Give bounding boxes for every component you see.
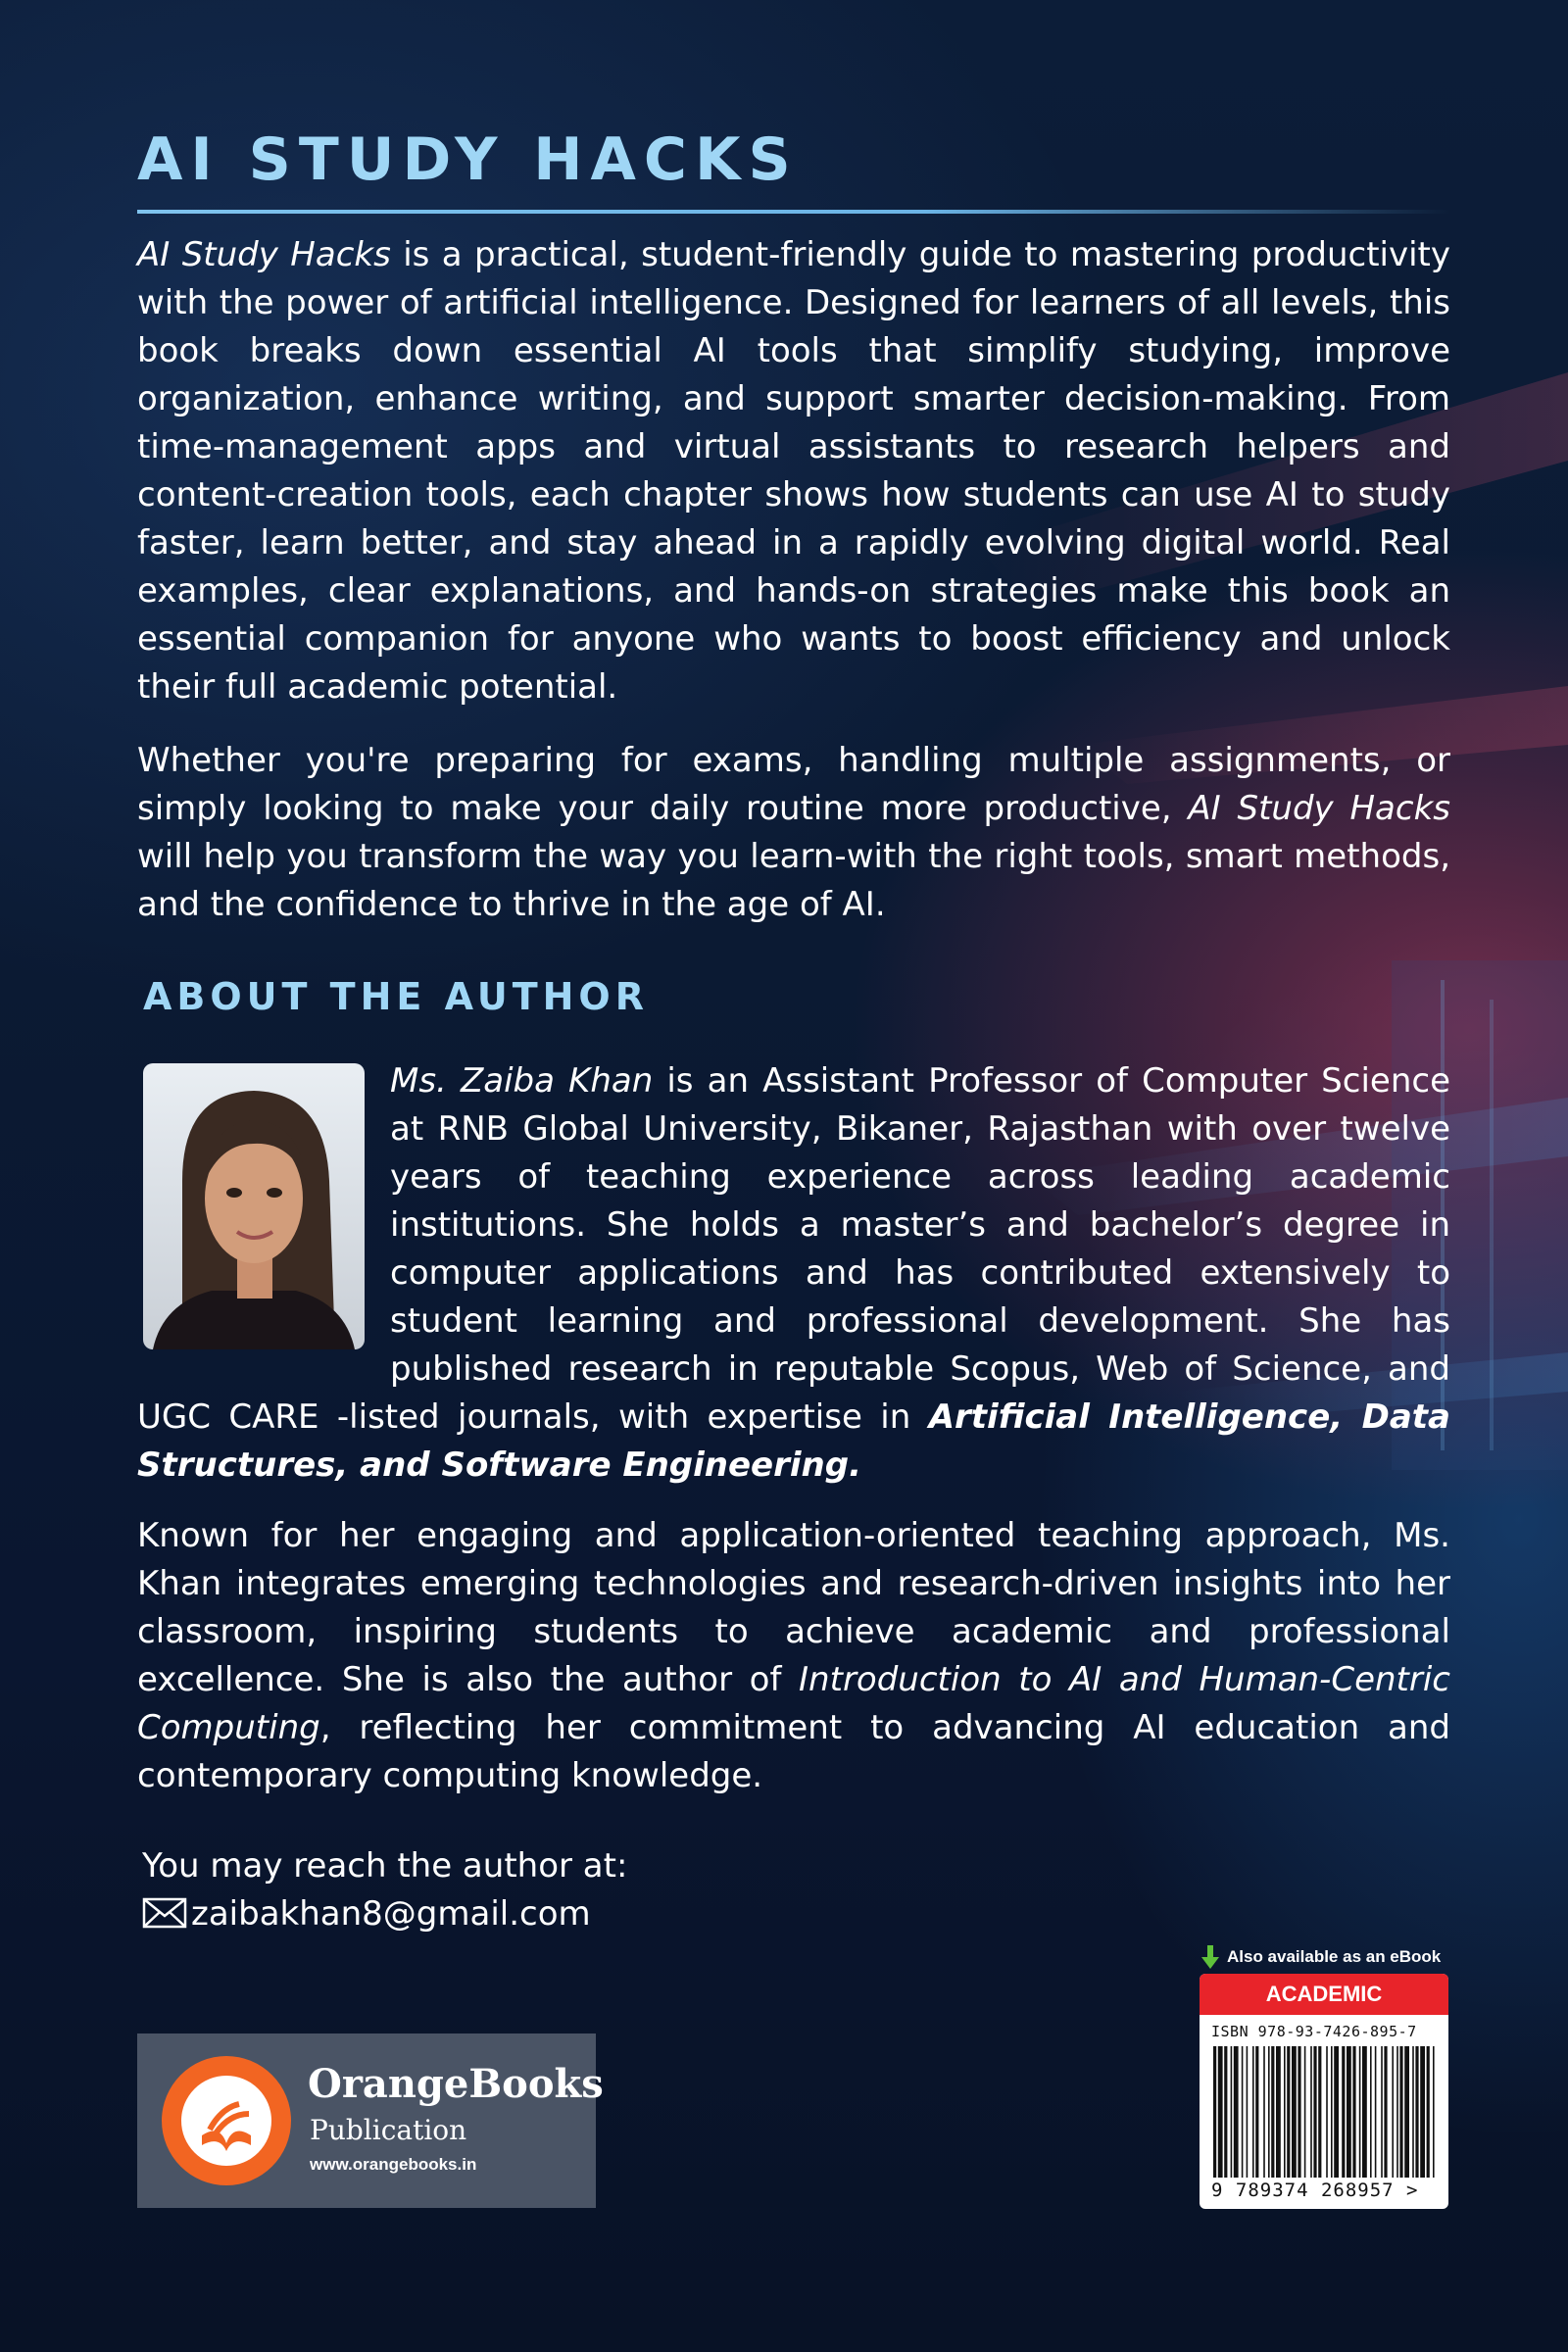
barcode-bar <box>1392 2046 1394 2178</box>
barcode-bar <box>1381 2046 1383 2178</box>
blurb-text: will help you transform the way you learn-with the right tools, smart methods, and the confidence to thrive in the age of AI. <box>137 837 1450 924</box>
publisher-subtitle: Publication <box>310 2114 467 2146</box>
barcode-bar <box>1268 2046 1270 2178</box>
author-contact <box>142 1842 627 1942</box>
barcode-bar <box>1415 2046 1418 2178</box>
publisher-name: OrangeBooks <box>308 2061 604 2107</box>
barcode-bar <box>1287 2046 1290 2178</box>
category-label: ACADEMIC <box>1200 1974 1448 2015</box>
publisher-logo-block <box>137 2034 604 2208</box>
blurb-paragraph-2 <box>137 737 1450 929</box>
title-underline <box>137 210 1450 214</box>
barcode-bar <box>1284 2046 1286 2178</box>
about-author-heading: ABOUT THE AUTHOR <box>143 975 649 1018</box>
barcode-bar <box>1331 2046 1333 2178</box>
barcode-bar <box>1427 2046 1430 2178</box>
barcode-graphic <box>1211 2046 1437 2178</box>
barcode-bar <box>1231 2046 1233 2178</box>
barcode-bar <box>1292 2046 1297 2178</box>
author-name: Ms. Zaiba Khan <box>390 1061 654 1101</box>
barcode-bar <box>1375 2046 1377 2178</box>
blurb-text: is a practical, student-friendly guide to mastering productivity with the power of artificial intelligence. Designed for learners of all levels, this book breaks down essential AI tools that simplify studying, improve organization, enhance writing, and support smarter decision-making. From time-management apps and virtual assistants to research helpers and content-creation tools, each chapter shows how students can use AI to study faster, learn better, and stay ahead in a rapidly evolving digital world. Real examples, clear explanations, and hands-on strategies make this book an essential companion for anyone who wants to boost efficiency and unlock their full academic potential. <box>137 235 1450 707</box>
barcode-bar <box>1255 2046 1258 2178</box>
barcode-bar <box>1271 2046 1274 2178</box>
barcode-bar <box>1242 2046 1244 2178</box>
author-bio-paragraph <box>137 1057 1450 1490</box>
barcode-bar <box>1247 2046 1249 2178</box>
barcode-bar <box>1310 2046 1312 2178</box>
barcode-bar <box>1234 2046 1239 2178</box>
barcode-bar <box>1396 2046 1398 2178</box>
orangebooks-logo-icon <box>161 2055 292 2186</box>
barcode-bar <box>1218 2046 1223 2178</box>
barcode-bar <box>1342 2046 1345 2178</box>
barcode-bar <box>1318 2046 1321 2178</box>
barcode-bar <box>1404 2046 1409 2178</box>
barcode-bar <box>1276 2046 1281 2178</box>
book-title: AI STUDY HACKS <box>137 125 799 194</box>
contact-email-line <box>142 1890 627 1942</box>
blurb-text: Whether you're preparing for exams, handling multiple assignments, or simply looking to make your daily routine more productive, <box>137 741 1450 828</box>
publisher-url[interactable]: www.orangebooks.in <box>310 2155 477 2174</box>
barcode-bar <box>1384 2046 1387 2178</box>
barcode-bar <box>1370 2046 1372 2178</box>
other-book-title: Introduction to AI and Human-Centric Computing <box>137 1660 1450 1747</box>
contact-label: You may reach the author at: <box>142 1846 628 1886</box>
blurb-paragraph-1 <box>137 231 1450 711</box>
author-text: Known for her engaging and application-oriented teaching approach, Ms. Khan integrates emerging technologies and research-driven insights into her classroom, inspiring students to achieve academic and professional excellence. She is also the author of <box>137 1516 1450 1699</box>
barcode-bar <box>1362 2046 1367 2178</box>
barcode-bar <box>1213 2046 1216 2178</box>
author-expertise: Artificial Intelligence, Data Structures, and Software Engineering. <box>137 1397 1450 1485</box>
barcode-bar <box>1420 2046 1425 2178</box>
isbn-text: ISBN 978-93-7426-895-7 <box>1211 2023 1417 2040</box>
ebook-availability-note <box>1201 1945 1441 1969</box>
author-photo <box>143 1063 365 1349</box>
barcode-bar <box>1313 2046 1316 2178</box>
barcode-bar <box>1263 2046 1265 2178</box>
author-bio-text: is an Assistant Professor of Computer Science at RNB Global University, Bikaner, Rajasthan with over twelve years of teaching experience across leading academic institutions. She holds a master’s and bachelor’s degree in computer applications and has contributed extensively to student learning and professional development. She has published research in reputable Scopus, Web of Science, and UGC CARE -listed journals, with expertise in <box>137 1061 1450 1437</box>
download-arrow-icon <box>1201 1945 1219 1969</box>
barcode-bar <box>1304 2046 1306 2178</box>
barcode-bar <box>1433 2046 1435 2178</box>
author-text: , reflecting her commitment to advancing AI education and contemporary computing knowledge. <box>137 1708 1450 1795</box>
book-title-inline: AI Study Hacks <box>1188 789 1450 828</box>
barcode-bar <box>1334 2046 1339 2178</box>
barcode-bar <box>1347 2046 1351 2178</box>
barcode-bar <box>1252 2046 1254 2178</box>
ebook-note-text: Also available as an eBook <box>1227 1947 1442 1966</box>
barcode-bar <box>1359 2046 1361 2178</box>
barcode-bar <box>1326 2046 1328 2178</box>
barcode-digits: 9 789374 268957 > <box>1211 2180 1419 2201</box>
barcode-bar <box>1412 2046 1414 2178</box>
author-paragraph-2 <box>137 1512 1450 1800</box>
barcode-bar <box>1224 2046 1227 2178</box>
book-title-inline: AI Study Hacks <box>137 235 391 274</box>
barcode-bar <box>1352 2046 1355 2178</box>
barcode-bar <box>1298 2046 1300 2178</box>
isbn-barcode-panel <box>1200 1974 1448 2209</box>
envelope-icon <box>142 1894 187 1942</box>
barcode-bar <box>1399 2046 1402 2178</box>
author-email[interactable]: zaibakhan8@gmail.com <box>191 1894 591 1934</box>
